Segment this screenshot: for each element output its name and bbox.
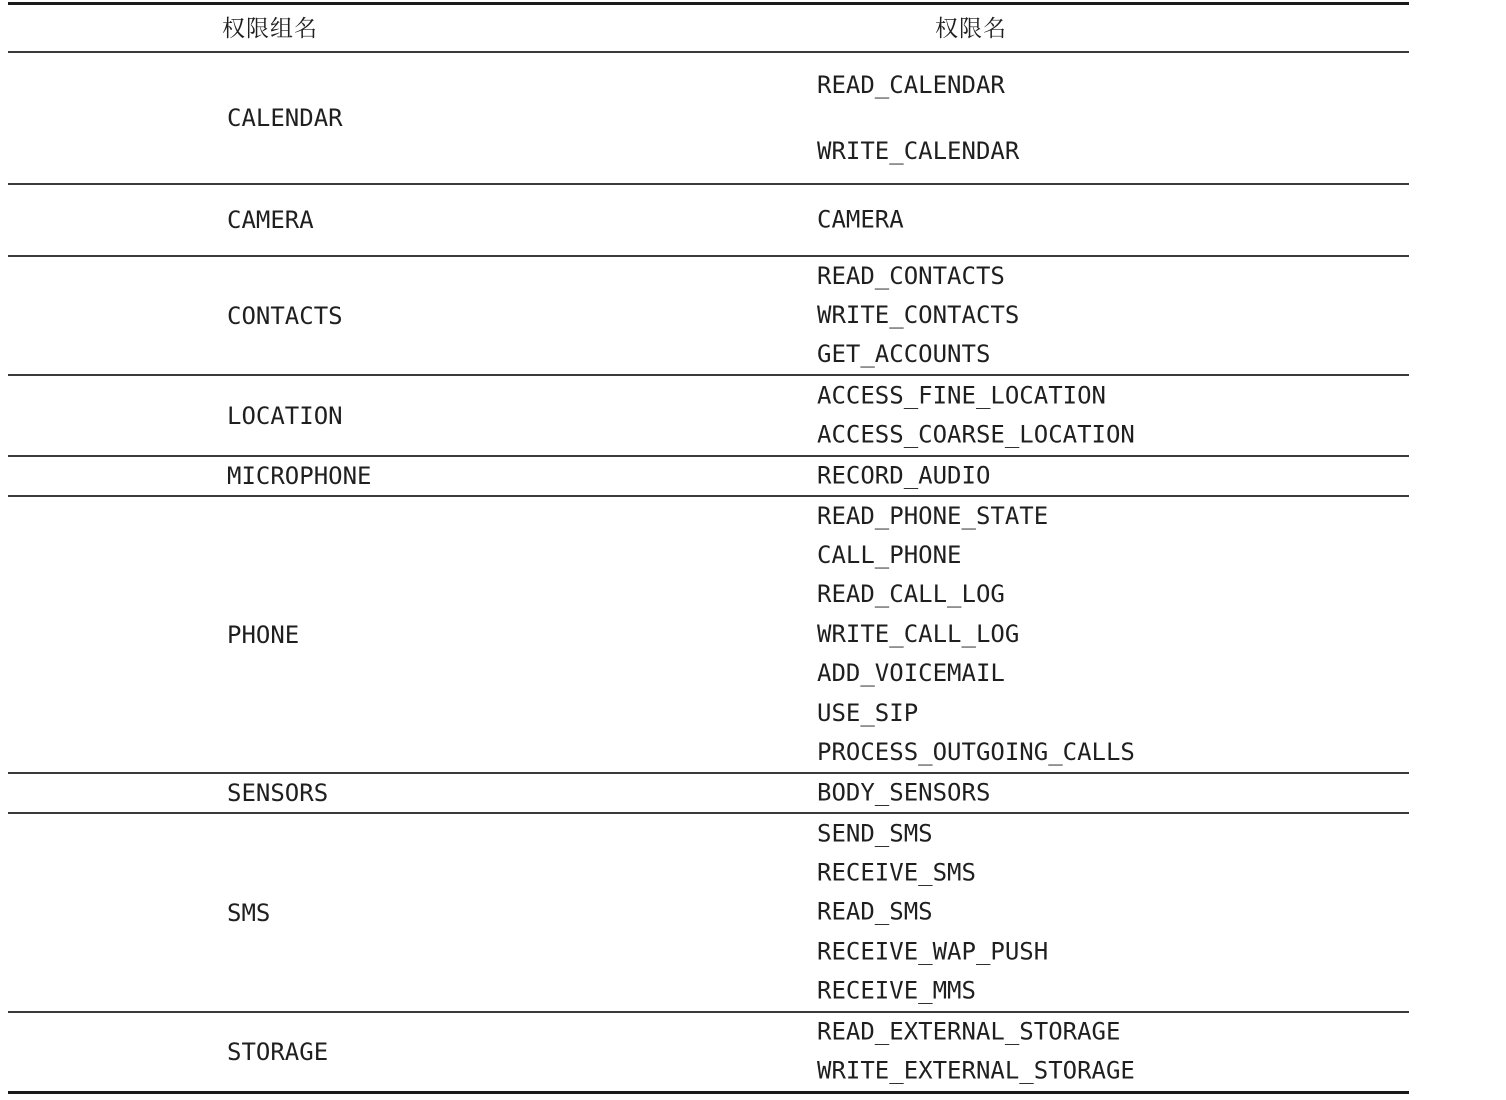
group-name: PHONE (227, 620, 300, 649)
group-name: CAMERA (227, 206, 314, 234)
permission-name: RECORD_AUDIO (817, 461, 991, 490)
permission-list (817, 497, 1135, 773)
group-row-location (8, 376, 1409, 455)
permission-list (817, 814, 1048, 1011)
permission-name: READ_SMS (817, 897, 933, 926)
group-name: STORAGE (227, 1038, 329, 1066)
permission-name: RECEIVE_WAP_PUSH (817, 937, 1049, 966)
permission-name: READ_PHONE_STATE (817, 501, 1049, 530)
group-name: CONTACTS (227, 301, 343, 330)
group-row-sms (8, 814, 1409, 1011)
table-header-row (8, 5, 1409, 51)
permission-name: GET_ACCOUNTS (817, 340, 991, 369)
permission-table (8, 2, 1409, 1094)
header-group-name: 权限组名 (222, 16, 318, 42)
group-row-sensors (8, 774, 1409, 812)
permission-name: CAMERA (817, 205, 904, 234)
permission-list (817, 1013, 1135, 1092)
permission-name: WRITE_CONTACTS (817, 300, 1020, 329)
permission-list (817, 456, 990, 495)
group-row-calendar (8, 53, 1409, 183)
group-row-phone (8, 497, 1409, 772)
permission-name: READ_CALL_LOG (817, 580, 1005, 609)
permission-list (817, 52, 1019, 184)
group-name: MICROPHONE (227, 462, 372, 490)
permission-list (817, 256, 1019, 374)
permission-name: PROCESS_OUTGOING_CALLS (817, 738, 1135, 767)
permission-list (817, 200, 904, 239)
permission-list (817, 376, 1135, 455)
permission-name: READ_EXTERNAL_STORAGE (817, 1017, 1121, 1046)
permission-name: ACCESS_COARSE_LOCATION (817, 420, 1135, 449)
group-name: CALENDAR (227, 104, 343, 132)
permission-name: ACCESS_FINE_LOCATION (817, 381, 1106, 410)
permission-name: CALL_PHONE (817, 540, 962, 569)
permission-name: RECEIVE_MMS (817, 976, 976, 1005)
group-row-camera (8, 185, 1409, 255)
group-name: SENSORS (227, 779, 329, 807)
permission-name: WRITE_EXTERNAL_STORAGE (817, 1057, 1135, 1085)
group-name: LOCATION (227, 401, 343, 430)
group-row-contacts (8, 257, 1409, 374)
permission-name: USE_SIP (817, 698, 919, 727)
header-permission-name: 权限名 (935, 16, 1007, 42)
permission-name: READ_CALENDAR (817, 71, 1005, 99)
group-name: SMS (227, 898, 271, 927)
permission-name: ADD_VOICEMAIL (817, 659, 1005, 688)
permission-name: SEND_SMS (817, 818, 933, 847)
permission-list (817, 773, 990, 812)
group-row-microphone (8, 457, 1409, 495)
permission-name: RECEIVE_SMS (817, 858, 976, 887)
permission-name: WRITE_CALL_LOG (817, 619, 1020, 648)
permission-name: READ_CONTACTS (817, 261, 1005, 290)
group-row-storage (8, 1013, 1409, 1091)
permission-name: BODY_SENSORS (817, 778, 991, 807)
permission-name: WRITE_CALENDAR (817, 137, 1020, 165)
table-bottom-rule (8, 1091, 1409, 1094)
